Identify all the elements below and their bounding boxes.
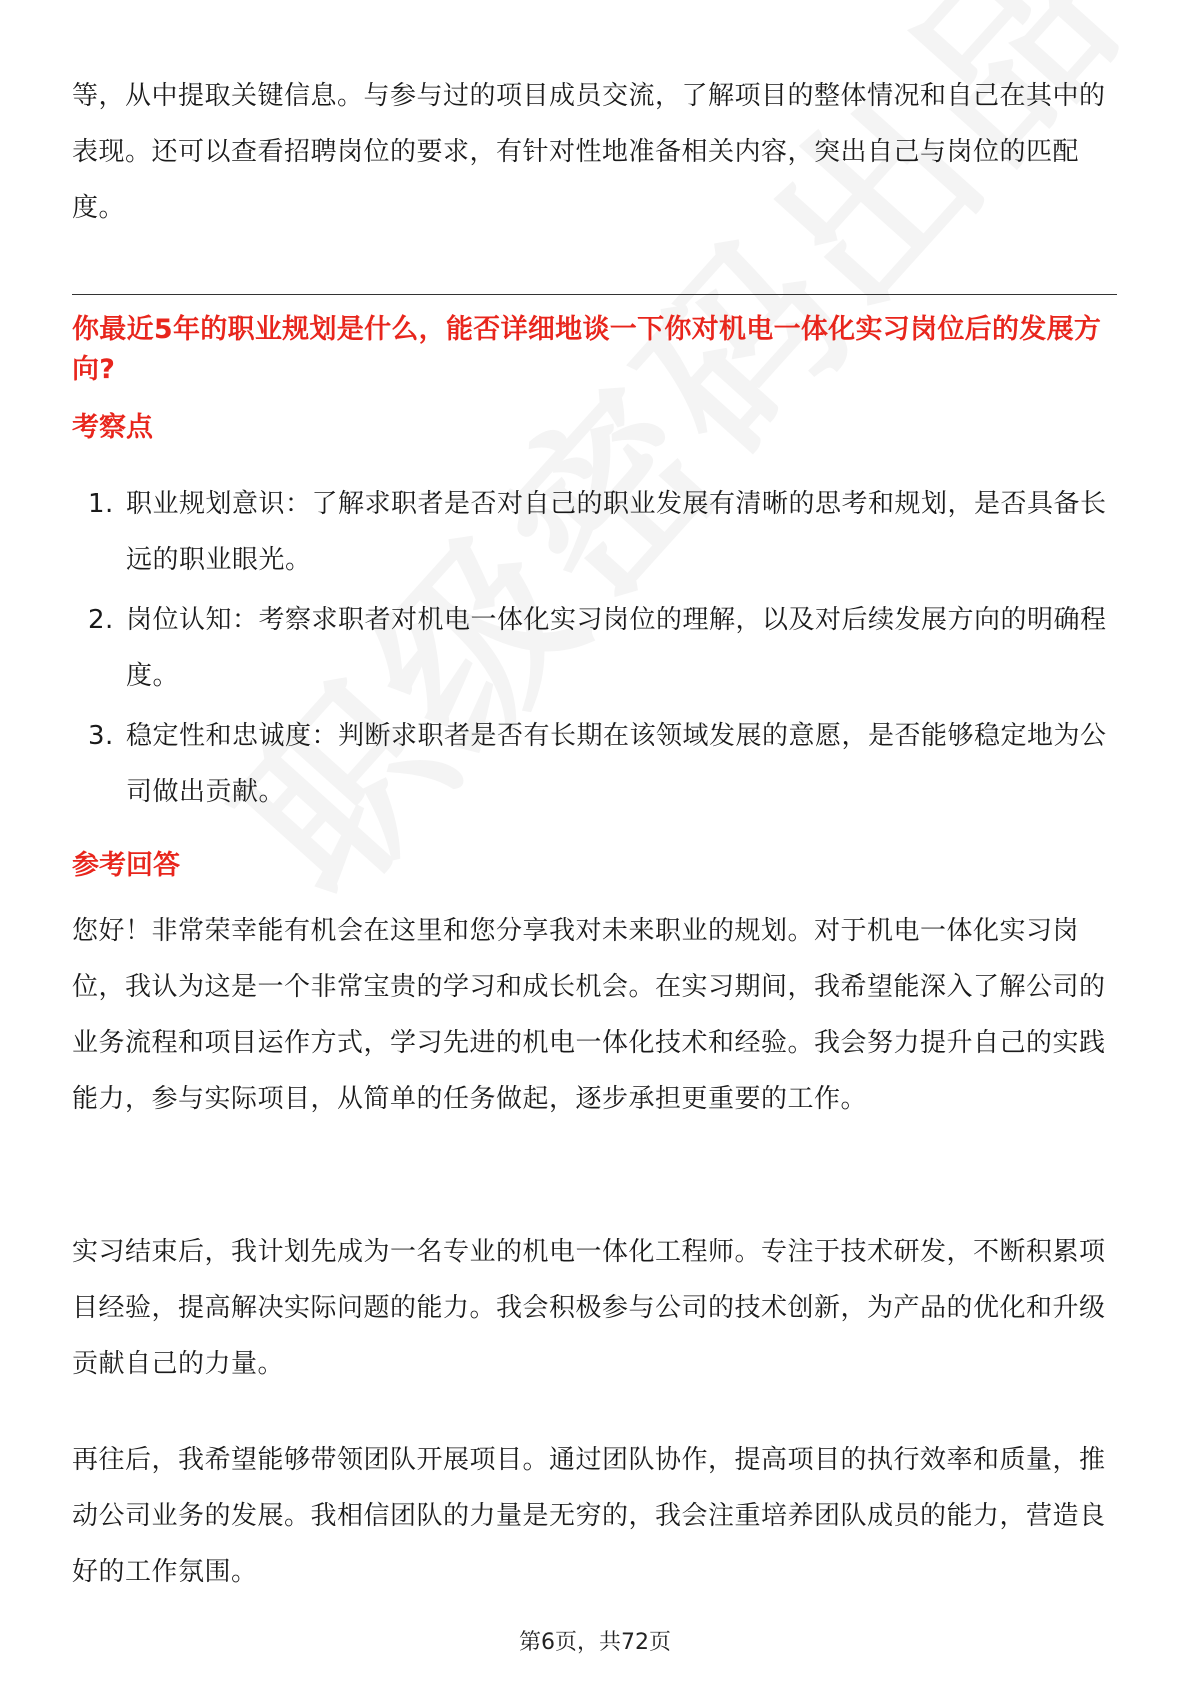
answer-paragraph: 您好！非常荣幸能有机会在这里和您分享我对未来职业的规划。对于机电一体化实习岗位，我认为这是一个非常宝贵的学习和成长机会。在实习期间，我希望能深入了解公司的业务流程和项目运作方式，学习先进的机电一体化技术和经验。我会努力提升自己的实践能力，参与实际项目，从简单的任务做起，逐步承担更重要的工作。 <box>72 916 1106 1114</box>
page-number-footer: 第6页，共72页 <box>519 1630 671 1655</box>
intro-paragraph: 等，从中提取关键信息。与参与过的项目成员交流，了解项目的整体情况和自己在其中的表现。还可以查看招聘岗位的要求，有针对性地准备相关内容，突出自己与岗位的匹配度。 <box>72 81 1106 223</box>
list-item <box>72 708 1117 820</box>
points-list <box>72 476 1117 824</box>
list-item-number: 1. <box>88 489 114 519</box>
list-item-number: 2. <box>88 605 114 635</box>
list-item-number: 3. <box>88 721 114 751</box>
list-item <box>72 592 1117 704</box>
answer-paragraph: 再往后，我希望能够带领团队开展项目。通过团队协作，提高项目的执行效率和质量，推动公司业务的发展。我相信团队的力量是无穷的，我会注重培养团队成员的能力，营造良好的工作氛围。 <box>72 1445 1106 1587</box>
points-heading: 考察点 <box>72 412 153 443</box>
list-item-text: 职业规划意识：了解求职者是否对自己的职业发展有清晰的思考和规划，是否具备长远的职业眼光。 <box>126 489 1107 575</box>
question-title: 你最近5年的职业规划是什么，能否详细地谈一下你对机电一体化实习岗位后的发展方向? <box>72 314 1102 385</box>
answer-paragraph: 实习结束后，我计划先成为一名专业的机电一体化工程师。专注于技术研发，不断积累项目经验，提高解决实际问题的能力。我会积极参与公司的技术创新，为产品的优化和升级贡献自己的力量。 <box>72 1237 1106 1379</box>
list-item <box>72 476 1117 588</box>
list-item-text: 稳定性和忠诚度：判断求职者是否有长期在该领域发展的意愿，是否能够稳定地为公司做出贡献。 <box>126 721 1107 807</box>
section-divider <box>72 294 1117 295</box>
list-item-text: 岗位认知：考察求职者对机电一体化实习岗位的理解，以及对后续发展方向的明确程度。 <box>126 605 1107 691</box>
answer-heading: 参考回答 <box>72 850 180 881</box>
